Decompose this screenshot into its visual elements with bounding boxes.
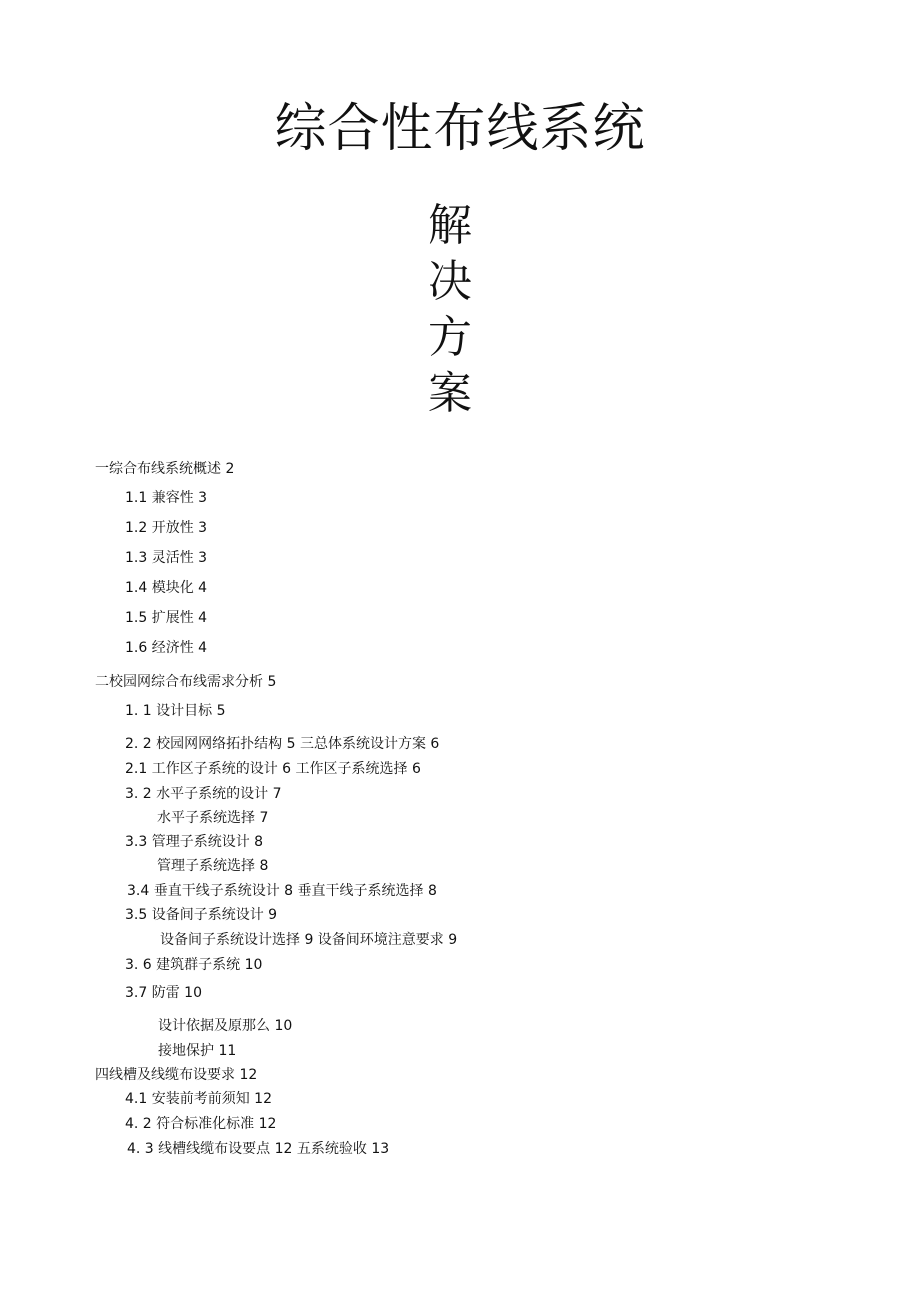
toc-item: 1.6 经济性 4 bbox=[125, 640, 208, 656]
document-subtitle bbox=[428, 198, 478, 422]
toc-item: 3.3 管理子系统设计 8 bbox=[125, 834, 264, 850]
toc-item: 3.4 垂直干线子系统设计 8 垂直干线子系统选择 8 bbox=[127, 883, 437, 899]
toc-item: 设备间子系统设计选择 9 设备间环境注意要求 9 bbox=[160, 932, 458, 948]
toc-item: 4. 3 线槽线缆布设要点 12 五系统验收 13 bbox=[127, 1141, 390, 1157]
toc-chapter-4: 四线槽及线缆布设要求 12 bbox=[95, 1067, 258, 1083]
toc-item: 管理子系统选择 8 bbox=[157, 858, 269, 874]
toc-item: 3.7 防雷 10 bbox=[125, 985, 202, 1001]
toc-item: 水平子系统选择 7 bbox=[157, 810, 269, 826]
toc-item: 1.2 开放性 3 bbox=[125, 520, 208, 536]
toc-item: 1.5 扩展性 4 bbox=[125, 610, 208, 626]
subtitle-char: 方 bbox=[428, 312, 472, 363]
document-title: 综合性布线系统 bbox=[274, 99, 646, 159]
subtitle-char: 解 bbox=[428, 200, 472, 251]
toc-item: 接地保护 11 bbox=[158, 1043, 237, 1059]
toc-item: 3.5 设备间子系统设计 9 bbox=[125, 907, 278, 923]
toc-item: 设计依据及原那么 10 bbox=[158, 1018, 293, 1034]
toc-item: 1.1 兼容性 3 bbox=[125, 490, 208, 506]
toc-chapter-1: 一综合布线系统概述 2 bbox=[95, 461, 235, 477]
subtitle-char: 决 bbox=[428, 256, 472, 307]
toc-item: 3. 2 水平子系统的设计 7 bbox=[125, 786, 282, 802]
toc-item: 4. 2 符合标准化标准 12 bbox=[125, 1116, 277, 1132]
toc-item: 3. 6 建筑群子系统 10 bbox=[125, 957, 263, 973]
subtitle-char: 案 bbox=[428, 368, 472, 419]
toc-item: 4.1 安装前考前须知 12 bbox=[125, 1091, 272, 1107]
toc-chapter-2: 二校园网综合布线需求分析 5 bbox=[95, 674, 277, 690]
toc-item: 2. 2 校园网网络拓扑结构 5 三总体系统设计方案 6 bbox=[125, 736, 440, 752]
toc-item: 1. 1 设计目标 5 bbox=[125, 703, 226, 719]
toc-item: 2.1 工作区子系统的设计 6 工作区子系统选择 6 bbox=[125, 761, 421, 777]
toc-item: 1.3 灵活性 3 bbox=[125, 550, 208, 566]
toc-item: 1.4 模块化 4 bbox=[125, 580, 208, 596]
